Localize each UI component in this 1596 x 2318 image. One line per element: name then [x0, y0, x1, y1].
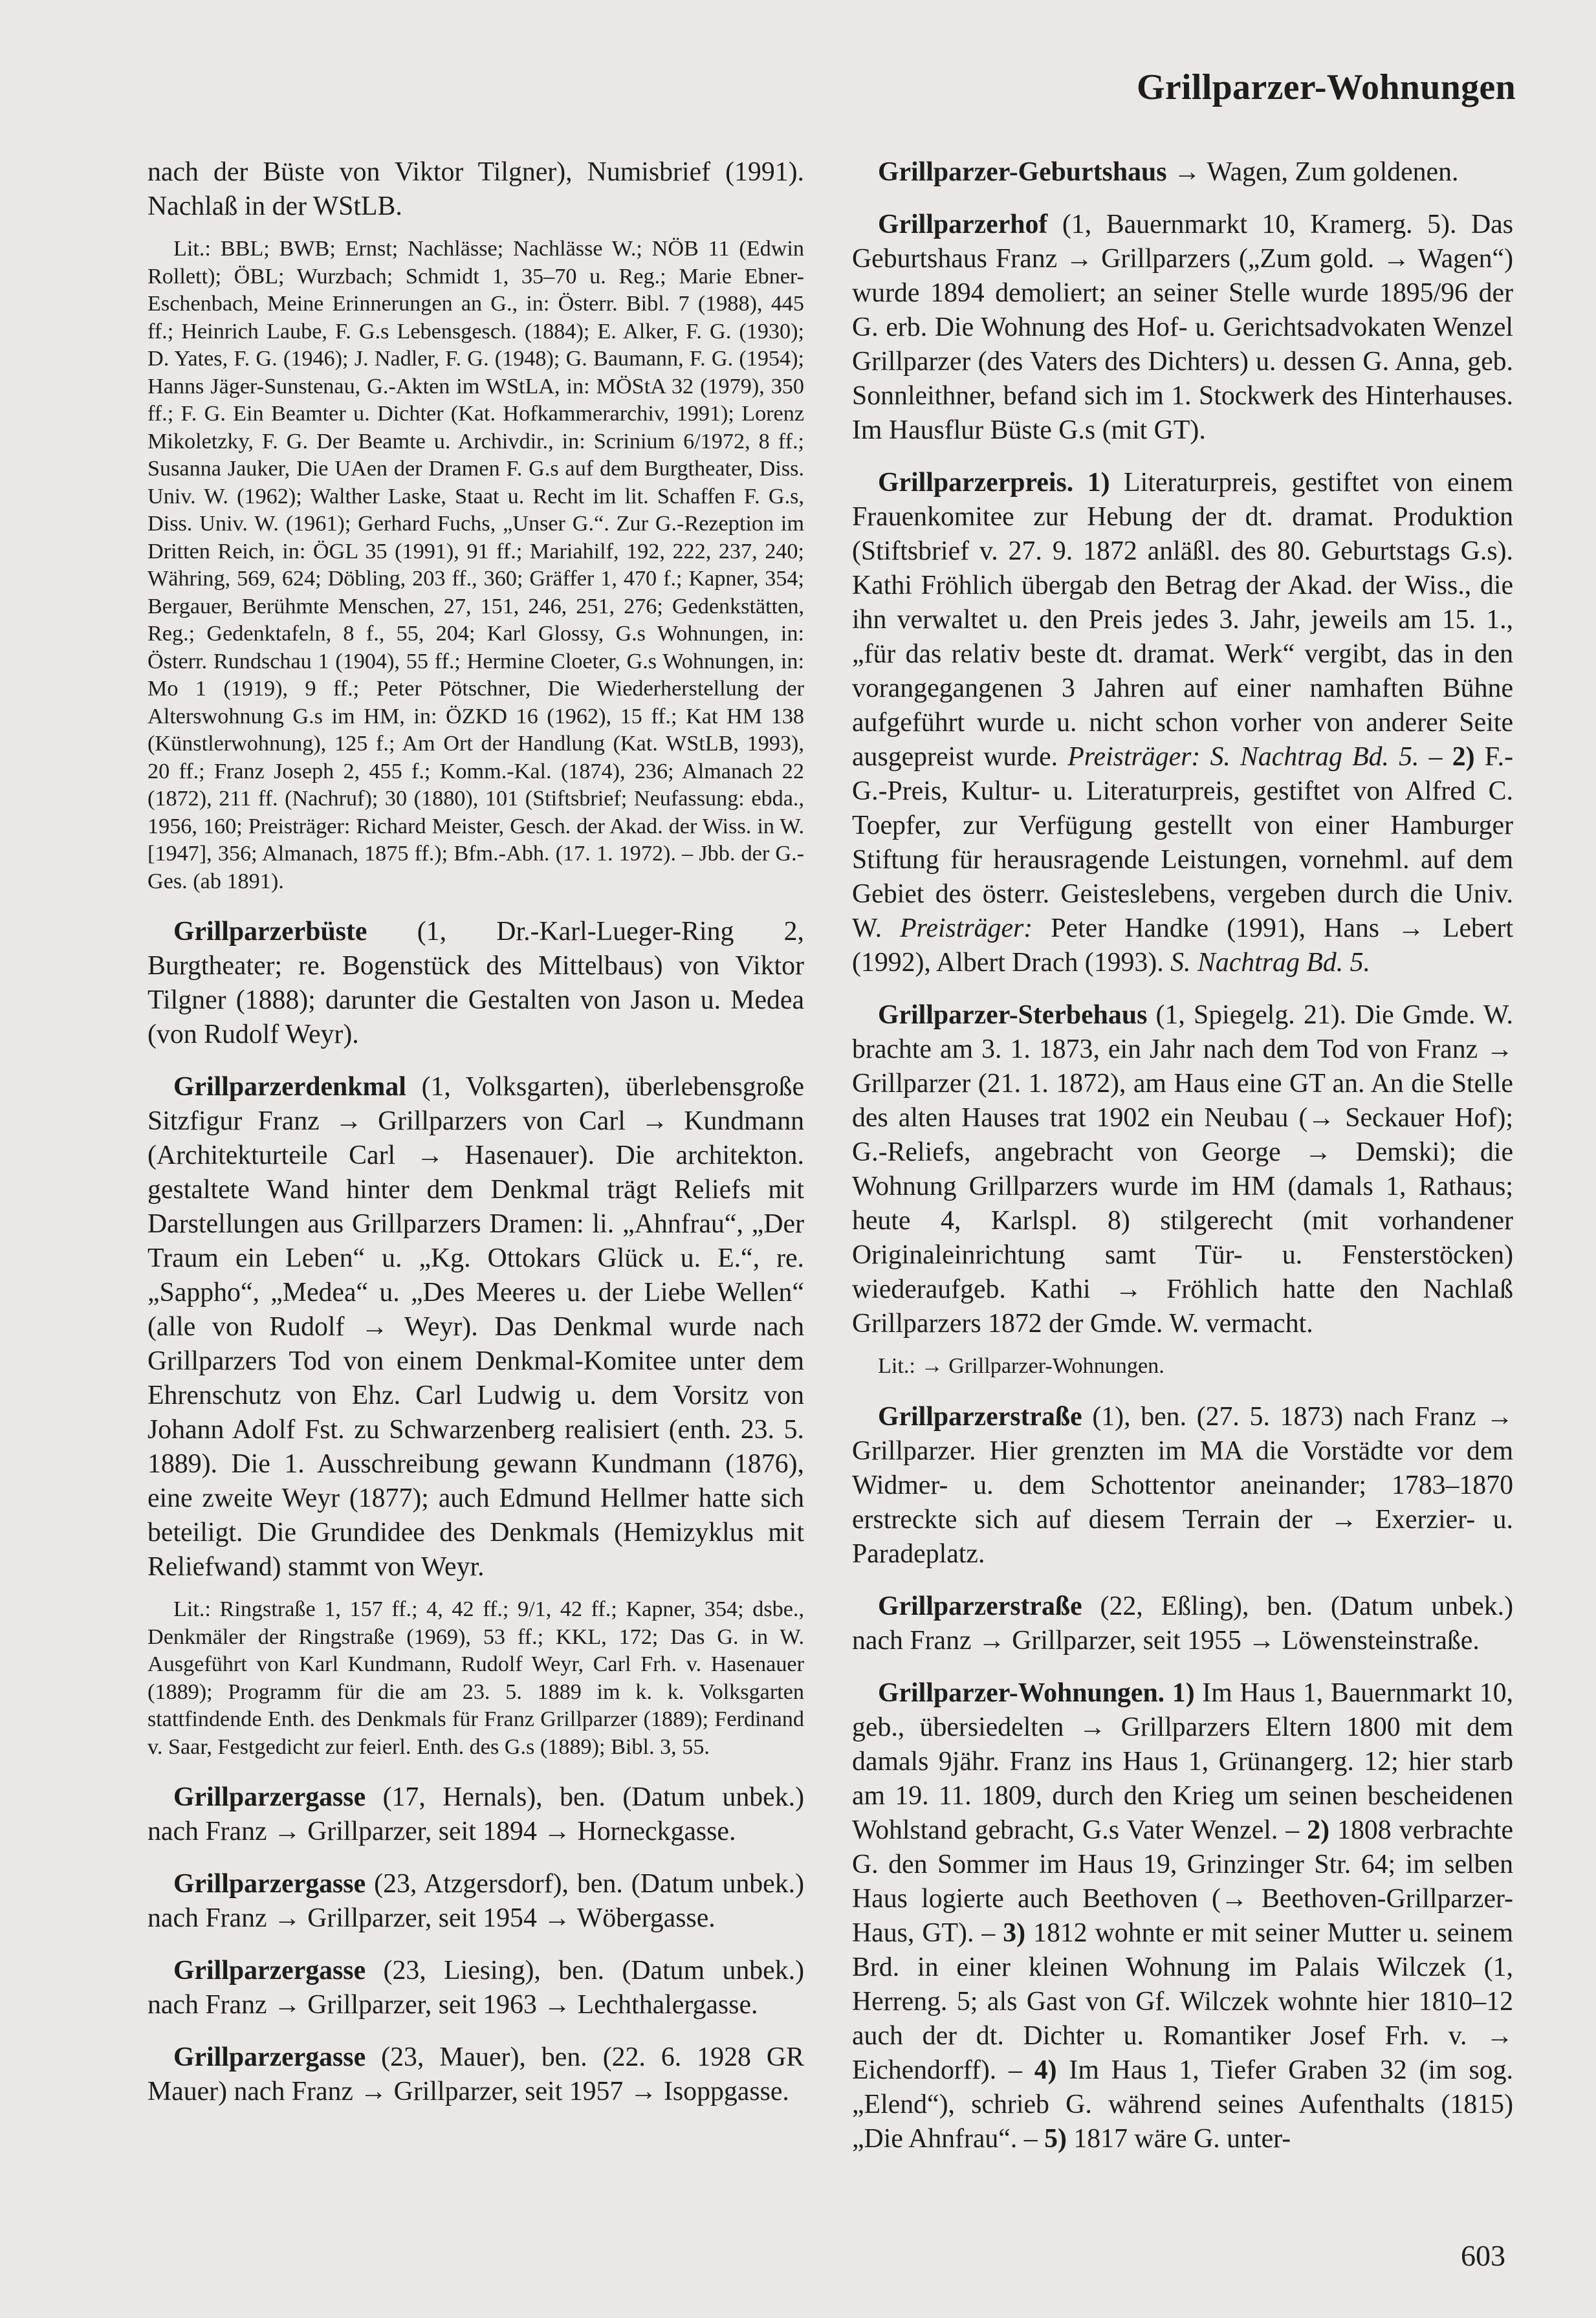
sense-number: 5) [1044, 2123, 1067, 2154]
sense-number: 1) [1164, 1678, 1195, 1708]
entry-text: F.-G.-Preis, Kultur- u. Literaturpreis, gestiftet von Alfred C. Toepfer, zur Verfügung gestellt von einer Hamburger Stiftung für herausragende Leistungen, vornehml. auf dem Gebiet des österr. Geisteslebens, vergeben durch die Univ. W. [852, 742, 1513, 943]
entry-grillparzergasse-atzgersdorf [148, 1867, 804, 1936]
italic-note: Preisträger: S. Nachtrag Bd. 5. [1067, 742, 1419, 772]
entry-grillparzerhof [852, 208, 1513, 448]
entry-grillparzer-wohnungen [852, 1676, 1513, 2156]
entry-text: (23, Liesing), ben. (Datum unbek.) nach Franz → Grillparzer, seit 1963 → Lechthalergasse. [148, 1956, 804, 2020]
sense-number: 2) [1307, 1815, 1330, 1845]
entry-grillparzerdenkmal [148, 1070, 804, 1584]
headword: Grillparzergasse [173, 1782, 366, 1812]
entry-grillparzergasse-hernals [148, 1780, 804, 1849]
headword: Grillparzergasse [173, 1869, 366, 1899]
headword: Grillparzergasse [173, 1956, 366, 1985]
headword: Grillparzergasse [173, 2042, 366, 2072]
sense-number: 1) [1073, 468, 1110, 497]
entry-continuation: nach der Büste von Viktor Tilgner), Numisbrief (1991). Nachlaß in der WStLB. [148, 157, 804, 221]
entry-text: Im Haus 1, Tiefer Graben 32 (im sog. „Elend“), schrieb G. während seines Aufenthalts (1815) „Die Ahnfrau“. – [852, 2055, 1513, 2154]
entry-grillparzerstrasse-1 [852, 1400, 1513, 1571]
entry-text: Literaturpreis, gestiftet von einem Frauenkomitee zur Hebung der dt. dramat. Produktion (Stiftsbrief v. 27. 9. 1872 anläßl. des 80. Geburtstags G.s). Kathi Fröhlich übergab den Betrag der Akad. der Wiss., die ihn verwaltet u. den Preis jedes 3. Jahr, jeweils am 15. 1., „für das relativ beste dt. dramat. Werk“ vergibt, das in den vorangegangenen 3 Jahren auf einer namhaften Bühne aufgeführt wurde u. nicht schon vorher von anderer Seite ausgepreist wurde. [852, 468, 1513, 772]
entry-grillparzergasse-mauer [148, 2040, 804, 2109]
headword: Grillparzerdenkmal [173, 1072, 406, 1102]
headword: Grillparzerhof [878, 210, 1048, 239]
sense-number: 4) [1034, 2055, 1057, 2085]
left-column [148, 155, 804, 2127]
right-column [852, 155, 1513, 2174]
literature-note: Lit.: BBL; BWB; Ernst; Nachlässe; Nachlässe W.; NÖB 11 (Edwin Rollett); ÖBL; Wurzbach; Schmidt 1, 35–70 u. Reg.; Marie Ebner-Eschenbach, Meine Erinnerungen an G., in: Österr. Bibl. 7 (1988), 445 ff.; Heinrich Laube, F. G.s Lebensgesch. (1884); E. Alker, F. G. (1930); D. Yates, F. G. (1946); J. Nadler, F. G. (1948); G. Baumann, F. G. (1954); Hanns Jäger-Sunstenau, G.-Akten im WStLA, in: MÖStA 32 (1979), 350 ff.; F. G. Ein Beamter u. Dichter (Kat. Hofkammerarchiv, 1991); Lorenz Mikoletzky, F. G. Der Beamte u. Archivdir., in: Scrinium 6/1972, 8 ff.; Susanna Jauker, Die UAen der Dramen F. G.s auf dem Burgtheater, Diss. Univ. W. (1962); Walther Laske, Staat u. Recht im lit. Schaffen F. G.s, Diss. Univ. W. (1961); Gerhard Fuchs, „Unser G.“. Zur G.-Rezeption im Dritten Reich, in: ÖGL 35 (1991), 91 ff.; Mariahilf, 192, 222, 237, 240; Währing, 569, 624; Döbling, 203 ff., 360; Gräffer 1, 470 f.; Kapner, 354; Bergauer, Berühmte Menschen, 27, 151, 246, 251, 276; Gedenkstätten, Reg.; Gedenktafeln, 8 f., 55, 204; Karl Glossy, G.s Wohnungen, in: Österr. Rundschau 1 (1904), 55 ff.; Hermine Cloeter, G.s Wohnungen, in: Mo 1 (1919), 9 ff.; Peter Pötschner, Die Wiederherstellung der Alterswohnung G.s im HM, in: ÖZKD 16 (1962), 15 ff.; Kat HM 138 (Künstlerwohnung), 125 f.; Am Ort der Handlung (Kat. WStLB, 1993), 20 ff.; Franz Joseph 2, 455 f.; Komm.-Kal. (1874), 236; Almanach 22 (1872), 211 ff. (Nachruf); 30 (1880), 101 (Stiftsbrief; Neufassung: ebda., 1956, 160; Preisträger: Richard Meister, Gesch. der Akad. der Wiss. in W. [1947], 356; Almanach, 1875 ff.); Bfm.-Abh. (17. 1. 1972). – Jbb. der G.-Ges. (ab 1891). [148, 237, 804, 893]
entry-text: (23, Atzgersdorf), ben. (Datum unbek.) nach Franz → Grillparzer, seit 1954 → Wöbergasse. [148, 1869, 804, 1933]
entry-text: (22, Eßling), ben. (Datum unbek.) nach Franz → Grillparzer, seit 1955 → Löwensteinstraße. [852, 1591, 1513, 1656]
entry-text: (17, Hernals), ben. (Datum unbek.) nach Franz → Grillparzer, seit 1894 → Horneckgasse. [148, 1782, 804, 1846]
headword: Grillparzer-Wohnungen. [878, 1678, 1165, 1708]
headword: Grillparzer-Sterbehaus [878, 1000, 1148, 1030]
entry-text: Im Haus 1, Bauernmarkt 10, geb., übersiedelten → Grillparzers Eltern 1800 mit dem damals 9jähr. Franz ins Haus 1, Grünangerg. 12; hier starb am 19. 11. 1809, durch den Krieg um seinen bescheidenen Wohlstand gebracht, G.s Vater Wenzel. – [852, 1678, 1513, 1845]
entry-text: (1, Dr.-Karl-Lueger-Ring 2, Burgtheater; re. Bogenstück des Mittelbaus) von Viktor Tilgner (1888); darunter die Gestalten von Jason u. Medea (von Rudolf Weyr). [148, 917, 804, 1049]
entry-text: (1, Volksgarten), überlebensgroße Sitzfigur Franz → Grillparzers von Carl → Kundmann (Architekturteile Carl → Hasenauer). Die architekton. gestaltete Wand hinter dem Denkmal trägt Reliefs mit Darstellungen aus Grillparzers Dramen: li. „Ahnfrau“, „Der Traum ein Leben“ u. „Kg. Ottokars Glück u. E.“, re. „Sappho“, „Medea“ u. „Des Meeres u. der Liebe Wellen“ (alle von Rudolf → Weyr). Das Denkmal wurde nach Grillparzers Tod von einem Denkmal-Komitee unter dem Ehrenschutz von Ehz. Carl Ludwig u. dem Vorsitz von Johann Adolf Fst. zu Schwarzenberg realisiert (enth. 23. 5. 1889). Die 1. Ausschreibung gewann Kundmann (1876), eine zweite Weyr (1877); auch Edmund Hellmer hatte sich beteiligt. Die Grundidee des Denkmals (Hemizyklus mit Reliefwand) stammt von Weyr. [148, 1072, 804, 1582]
entry-text: Peter Handke (1991), Hans → Lebert (1992), Albert Drach (1993). [852, 913, 1514, 978]
separator: – [1419, 742, 1452, 772]
sense-number: 2) [1452, 742, 1475, 772]
running-header: Grillparzer-Wohnungen [1136, 67, 1516, 107]
entry-grillparzer-sterbehaus [852, 998, 1513, 1341]
entry-grillparzerpreis [852, 466, 1513, 980]
entry-text: 1817 wäre G. unter- [1066, 2123, 1291, 2154]
literature-note: Lit.: Ringstraße 1, 157 ff.; 4, 42 ff.; 9/1, 42 ff.; Kapner, 354; dsbe., Denkmäler der Ringstraße (1969), 53 ff.; KKL, 172; Das G. in W. Ausgeführt von Karl Kundmann, Rudolf Weyr, Carl Frh. v. Hasenauer (1889); Programm für die am 23. 5. 1889 im k. k. Volksgarten stattfindende Enth. des Denkmals für Franz Grillparzer (1889); Ferdinand v. Saar, Festgedicht zur feierl. Enth. des G.s (1889); Bibl. 3, 55. [148, 1597, 804, 1759]
entry-grillparzer-geburtshaus [852, 155, 1513, 190]
headword: Grillparzerstraße [878, 1591, 1082, 1621]
entry-text: (1, Spiegelg. 21). Die Gmde. W. brachte am 3. 1. 1873, ein Jahr nach dem Tod von Franz → Grillparzer (21. 1. 1872), am Haus eine GT an. An die Stelle des alten Hauses trat 1902 ein Neubau (→ Seckauer Hof); G.-Reliefs, angebracht von George → Demski); die Wohnung Grillparzers wurde im HM (damals 1, Rathaus; heute 4, Karlspl. 8) stilgerecht (mit vorhandener Originaleinrichtung samt Tür- u. Fensterstöcken) wiederaufgeb. Kathi → Fröhlich hatte den Nachlaß Grillparzers 1872 der Gmde. W. vermacht. [852, 1000, 1513, 1339]
entry-text: (1, Bauernmarkt 10, Kramerg. 5). Das Geburtshaus Franz → Grillparzers („Zum gold. → Wagen“) wurde 1894 demoliert; an seiner Stelle wurde 1895/96 der G. erb. Die Wohnung des Hof- u. Gerichtsadvokaten Wenzel Grillparzer (des Vaters des Dichters) u. dessen G. Anna, geb. Sonnleithner, befand sich im 1. Stockwerk des Hinterhauses. Im Hausflur Büste G.s (mit GT). [852, 210, 1513, 445]
literature-note: Lit.: → Grillparzer-Wohnungen. [878, 1354, 1164, 1378]
entry-grillparzerstrasse-22 [852, 1590, 1513, 1658]
headword: Grillparzerstraße [878, 1401, 1082, 1432]
page-number: 603 [1461, 2239, 1505, 2272]
italic-note: Preisträger: [900, 913, 1033, 943]
headword: Grillparzer-Geburtshaus [878, 157, 1167, 187]
entry-grillparzerbueste [148, 915, 804, 1052]
entry-grillparzergasse-liesing [148, 1954, 804, 2022]
entry-text: (1), ben. (27. 5. 1873) nach Franz → Grillparzer. Hier grenzten im MA die Vorstädte vor dem Widmer- u. dem Schottentor aneinander; 1783–1870 erstreckte sich auf diesem Terrain der → Exerzier- u. Paradeplatz. [852, 1401, 1513, 1569]
entry-text: (23, Mauer), ben. (22. 6. 1928 GR Mauer) nach Franz → Grillparzer, seit 1957 → Isoppgasse. [148, 2042, 804, 2106]
entry-text: → Wagen, Zum goldenen. [1166, 157, 1459, 187]
headword: Grillparzerpreis. [878, 468, 1074, 497]
entry-text: 1812 wohnte er mit seiner Mutter u. seinem Brd. in einer kleinen Wohnung im Palais Wilczek (1, Herreng. 5; als Gast von Gf. Wilczek wohnte hier 1810–12 auch der dt. Dichter u. Romantiker Josef Frh. v. → Eichendorff). – [852, 1918, 1513, 2085]
entry-text: 1808 verbrachte G. den Sommer im Haus 19, Grinzinger Str. 64; im selben Haus logierte auch Beethoven (→ Beethoven-Grillparzer-Haus, GT). – [852, 1815, 1513, 1948]
italic-note: S. Nachtrag Bd. 5. [1170, 948, 1370, 978]
headword: Grillparzerbüste [173, 917, 367, 946]
sense-number: 3) [1003, 1918, 1026, 1948]
